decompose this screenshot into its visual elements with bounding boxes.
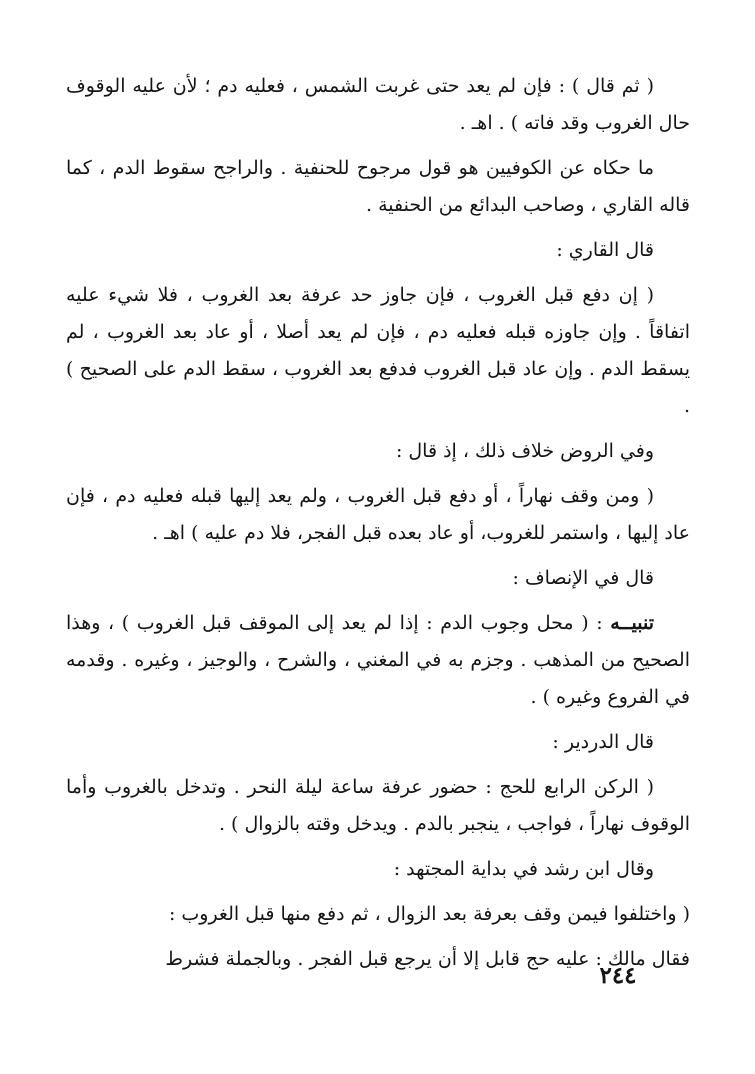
page-body [66,68,690,986]
paragraph-1: ( ثم قال ) : فإن لم يعد حتى غربت الشمس ، فعليه دم ؛ لأن عليه الوقوف حال الغروب وقد فاته ) . اهـ . [66,75,690,134]
paragraph-ibn-rushd-quote: ( واختلفوا فيمن وقف بعرفة بعد الزوال ، ثم دفع منها قبل الغروب : [168,903,690,925]
paragraph-rawd-quote: ( ومن وقف نهاراً ، أو دفع قبل الغروب ، ولم يعد إليها قبله فعليه دم ، فإن عاد إليها ، واستمر للغروب، أو عاد بعده قبل الفجر، فلا دم عليه ) اهـ . [66,485,690,544]
paragraph-malik: فقال مالك : عليه حج قابل إلا أن يرجع قبل الفجر . وبالجملة فشرط [165,948,690,970]
heading-qari: قال القاري : [556,239,654,261]
heading-ibn-rushd: وقال ابن رشد في بداية المجتهد : [393,858,654,880]
heading-dardir: قال الدردير : [552,731,654,753]
page-number: ٢٤٤ [599,962,637,989]
paragraph-qari-quote: ( إن دفع قبل الغروب ، فإن جاوز حد عرفة بعد الغروب ، فلا شيء عليه اتفاقاً . وإن جاوزه قبله فعليه دم ، فإن لم يعد أصلا ، أو عاد بعد الغروب ، لم يسقط الدم . وإن عاد قبل الغروب فدفع بعد الغروب ، سقط الدم على الصحيح ) . [66,284,690,417]
paragraph-insaf-quote [66,605,690,716]
tanbih-label: تنبيــه [610,612,654,634]
paragraph-2: ما حكاه عن الكوفيين هو قول مرجوح للحنفية . والراجح سقوط الدم ، كما قاله القاري ، وصاحب البدائع من الحنفية . [66,157,690,216]
heading-rawd: وفي الروض خلاف ذلك ، إذ قال : [395,440,654,462]
paragraph-dardir-quote: ( الركن الرابع للحج : حضور عرفة ساعة ليلة النحر . وتدخل بالغروب وأما الوقوف نهاراً ، فواجب ، ينجبر بالدم . ويدخل وقته بالزوال ) . [66,776,690,835]
tanbih-text: : ( محل وجوب الدم : إذا لم يعد إلى الموقف قبل الغروب ) ، وهذا الصحيح من المذهب . وجزم به في المغني ، والشرح ، والوجيز ، وغيره . وقدمه في الفروع وغيره ) . [66,612,690,708]
heading-insaf: قال في الإنصاف : [512,567,654,589]
